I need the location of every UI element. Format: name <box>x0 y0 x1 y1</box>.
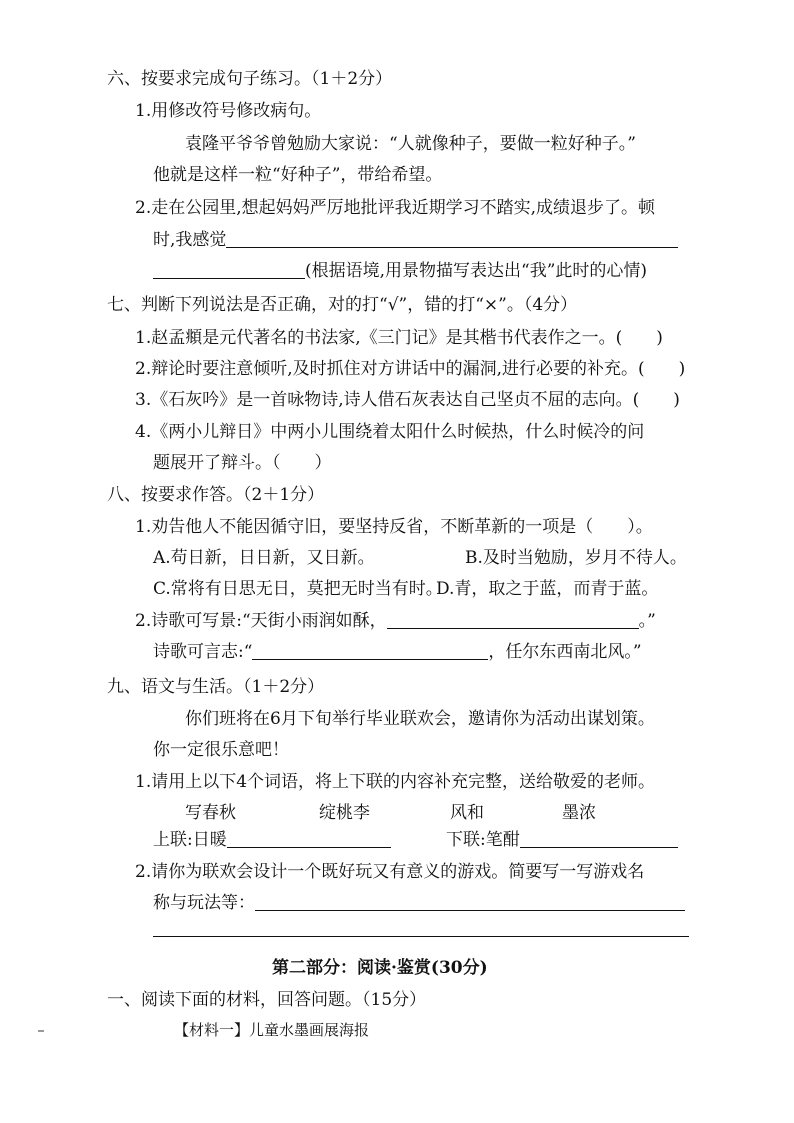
sec8-q2-line-a <box>135 610 656 632</box>
answer-blank[interactable] <box>252 641 488 660</box>
sec9-q1: 1.请用上以下4个词语，将上下联的内容补充完整，送给敬爱的老师。 <box>135 772 656 792</box>
sec8-q2-a-end: 。” <box>638 611 656 631</box>
scan-mark <box>38 1030 44 1032</box>
sec6-q2-label: 时,我感觉 <box>153 230 227 250</box>
word-2: 绽桃李 <box>319 803 370 823</box>
sec8-q1: 1.劝告他人不能因循守旧，要坚持反省，不断革新的一项是（ ）。 <box>135 517 653 537</box>
sec9-intro-1: 你们班将在6月下旬举行毕业联欢会，邀请你为活动出谋划策。 <box>185 709 655 729</box>
sec9-upper-couplet <box>153 829 391 851</box>
section-6-heading: 六、按要求完成句子练习。（1＋2分） <box>107 69 393 89</box>
word-1: 写春秋 <box>185 803 236 823</box>
upper-couplet-blank[interactable] <box>227 829 391 848</box>
sec6-q1-text-1: 袁隆平爷爷曾勉励大家说：“人就像种子，要做一粒好种子。” <box>185 134 636 154</box>
sec8-q2-a-text: 2.诗歌可写景:“天街小雨润如酥， <box>135 611 387 631</box>
part-2-section-1: 一、阅读下面的材料，回答问题。（15分） <box>107 990 427 1010</box>
sec6-q1-prompt: 1.用修改符号修改病句。 <box>135 101 322 121</box>
answer-blank[interactable] <box>153 260 305 279</box>
sec7-item-3: 3.《石灰吟》是一首咏物诗,诗人借石灰表达自己坚贞不屈的志向。( ) <box>135 390 680 410</box>
answer-blank[interactable] <box>255 892 685 911</box>
sec9-q2-label: 称与玩法等： <box>153 893 255 913</box>
lower-couplet-blank[interactable] <box>520 829 678 848</box>
sec8-q2-b-end: ，任尔东西南北风。” <box>488 642 642 662</box>
sec8-option-b: B.及时当勉励，岁月不待人。 <box>465 548 687 568</box>
sec8-q2-line-b <box>153 641 642 663</box>
sec6-q2-hint-line <box>153 260 647 282</box>
sec6-q1-text-2: 他就是这样一粒“好种子”，带给希望。 <box>153 165 443 185</box>
section-8-heading: 八、按要求作答。（2＋1分） <box>107 485 325 505</box>
material-1-label: 【材料一】儿童水墨画展海报 <box>174 1021 370 1039</box>
sec8-q2-b-text: 诗歌可言志:“ <box>153 642 253 662</box>
sec8-option-c: C.常将有日思无日，莫把无时当有时。 <box>153 579 443 599</box>
sec7-item-4: 4.《两小儿辩日》中两小儿围绕着太阳什么时候热，什么时候冷的问 <box>135 422 645 442</box>
sec7-item-1: 1.赵孟頫是元代著名的书法家,《三门记》是其楷书代表作之一。( ) <box>135 328 663 348</box>
sec8-option-a: A.苟日新，日日新，又日新。 <box>153 548 375 568</box>
word-4: 墨浓 <box>562 803 596 823</box>
section-9-heading: 九、语文与生活。（1＋2分） <box>107 677 325 697</box>
sec9-intro-2: 你一定很乐意吧！ <box>153 740 289 760</box>
answer-rule[interactable] <box>153 936 689 937</box>
sec9-lower-couplet <box>446 829 678 851</box>
lower-label: 下联:笔酣 <box>446 830 520 850</box>
sec7-item-4-cont: 题展开了辩斗。（ ） <box>153 453 332 473</box>
sec6-q2-text-1: 2.走在公园里,想起妈妈严厉地批评我近期学习不踏实,成绩退步了。顿 <box>135 198 656 218</box>
sec8-option-d: D.青，取之于蓝，而青于蓝。 <box>436 579 659 599</box>
upper-label: 上联:日暖 <box>153 830 227 850</box>
sec6-q2-text-2 <box>153 229 678 251</box>
part-2-title: 第二部分：阅读·鉴赏(30分) <box>272 958 488 978</box>
sec6-q2-hint: (根据语境,用景物描写表达出“我”此时的心情) <box>305 261 648 281</box>
answer-blank[interactable] <box>226 229 678 248</box>
section-7-heading: 七、判断下列说法是否正确，对的打“√”，错的打“×”。（4分） <box>107 295 578 315</box>
sec7-item-2: 2.辩论时要注意倾听,及时抓住对方讲话中的漏洞,进行必要的补充。( ) <box>135 359 686 379</box>
sec9-q2-2 <box>153 892 685 914</box>
word-3: 风和 <box>450 803 484 823</box>
answer-blank[interactable] <box>387 610 639 629</box>
sec9-q2-1: 2.请你为联欢会设计一个既好玩又有意义的游戏。简要写一写游戏名 <box>135 862 645 882</box>
